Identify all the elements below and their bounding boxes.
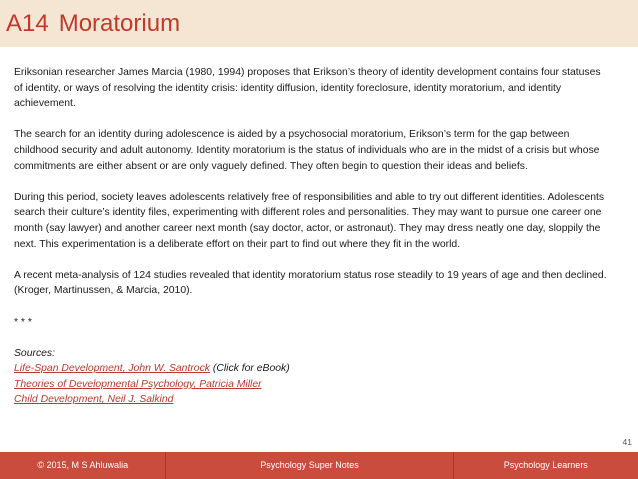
source-link-salkind[interactable]: Child Development, Neil J. Salkind (14, 394, 174, 406)
source-note-ebook: (Click for eBook) (209, 363, 290, 375)
section-divider: * * * (14, 316, 32, 328)
sources-block (14, 346, 612, 408)
page-number: 41 (622, 437, 632, 447)
slide-header (0, 0, 638, 47)
slide-body (14, 65, 612, 408)
source-row-salkind (14, 392, 612, 408)
paragraph-marcia: Eriksonian researcher James Marcia (1980, 1994) proposes that Erikson’s theory of identity development contains four statuses of identity, or ways of resolving the identity crisis: identity diffusion, identity foreclosure, identity moratorium, and identity achievement. (14, 67, 601, 110)
footer-copyright: © 2015, M S Ahluwalia (0, 452, 166, 479)
footer-center-text: Psychology Super Notes (166, 452, 453, 479)
paragraph-experimentation: During this period, society leaves adolescents relatively free of responsibilities and able to try out different identities. Adolescents search their culture’s identity files, experimenting with different roles and personalities. They may want to pursue one career one month (say lawyer) and another career next month (say doctor, actor, or astronaut). They may dress neatly one day, sloppily the next. This experimentation is a deliberate effort on their part to find out where they fit in the world. (14, 191, 605, 250)
sources-label: Sources: (14, 347, 56, 359)
source-link-miller[interactable]: Theories of Developmental Psychology, Patricia Miller (14, 378, 262, 390)
paragraph-meta-analysis: A recent meta-analysis of 124 studies revealed that identity moratorium status rose steadily to 19 years of age and then declined. (Kroger, Martinussen, & Marcia, 2010). (14, 269, 607, 297)
source-link-santrock[interactable]: Life-Span Development, John W. Santrock (14, 363, 210, 375)
slide-code: A14 (6, 10, 49, 37)
source-row-miller (14, 377, 612, 393)
slide-footer (0, 452, 638, 479)
slide-title-text: Moratorium (58, 10, 181, 37)
paragraph-psychosocial-moratorium: The search for an identity during adolescence is aided by a psychosocial moratorium, Erikson’s term for the gap between childhood security and adult autonomy. Identity moratorium is the status of individuals who are in the midst of a crisis but whose commitments are either absent or are only vaguely defined. They often begin to question their ideas and beliefs. (14, 129, 600, 172)
footer-right-text: Psychology Learners (503, 460, 588, 470)
source-row-santrock (14, 361, 612, 377)
slide-title (6, 9, 180, 39)
